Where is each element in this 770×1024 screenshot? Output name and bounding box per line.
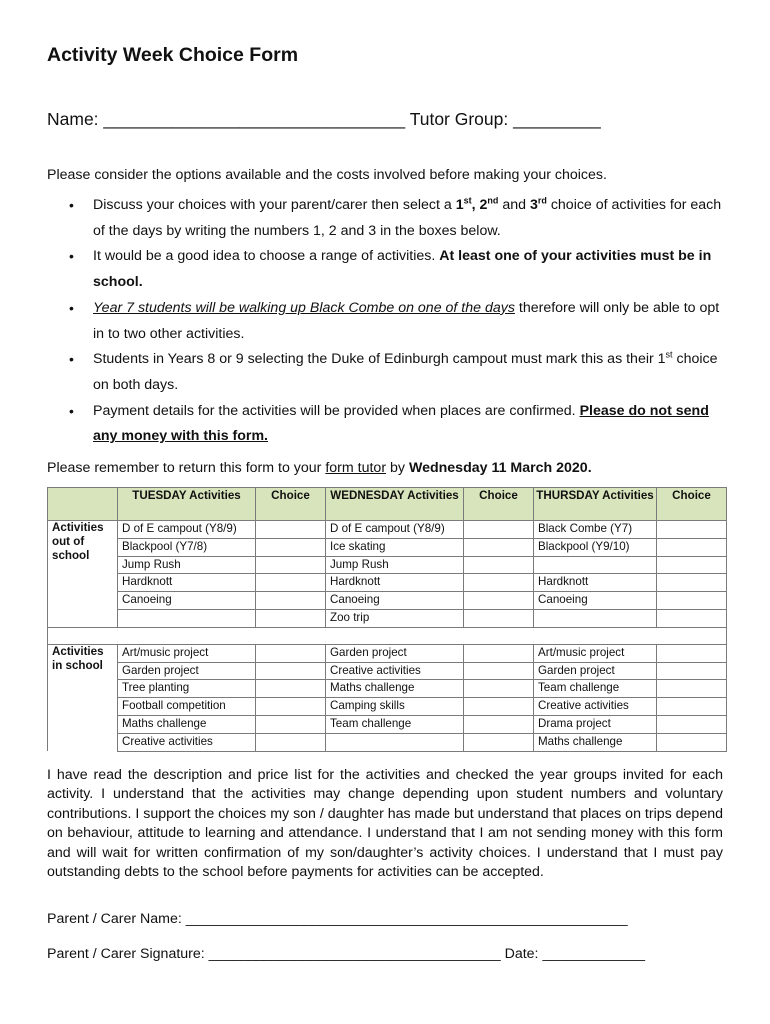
activity-cell: Canoeing <box>534 592 657 610</box>
activity-cell: Team challenge <box>326 715 464 733</box>
bullet-bold <box>456 197 499 213</box>
thursday-header: THURSDAY Activities <box>534 488 657 521</box>
choice-input-cell[interactable] <box>464 609 534 627</box>
corner-cell <box>48 488 118 521</box>
activity-cell: Hardknott <box>118 574 256 592</box>
activity-cell: D of E campout (Y8/9) <box>118 521 256 539</box>
activity-cell: Art/music project <box>118 644 256 662</box>
activity-cell: Canoeing <box>326 592 464 610</box>
choice-input-cell[interactable] <box>256 698 326 716</box>
ordinal-suffix: st <box>665 349 673 360</box>
choice-input-cell[interactable] <box>464 556 534 574</box>
bullet-text: Discuss your choices with your parent/carer then select a <box>93 197 456 213</box>
ordinal-suffix: nd <box>487 195 499 206</box>
choice-header: Choice <box>657 488 727 521</box>
table-row <box>48 733 727 751</box>
name-label: Name: <box>47 109 99 129</box>
section-label-cell <box>48 715 118 733</box>
activity-cell: D of E campout (Y8/9) <box>326 521 464 539</box>
choice-input-cell[interactable] <box>464 680 534 698</box>
choice-input-cell[interactable] <box>256 644 326 662</box>
activity-table <box>47 487 727 752</box>
section-label-cell <box>48 574 118 592</box>
list-item <box>93 399 733 450</box>
choice-input-cell <box>464 733 534 751</box>
activity-cell: Ice skating <box>326 538 464 556</box>
section-label-cell <box>48 733 118 751</box>
bullet-text: choice of activities for each of the days by writing the numbers 1, 2 and 3 in the boxes below. <box>93 197 722 239</box>
activity-cell: Maths challenge <box>534 733 657 751</box>
page-title: Activity Week Choice Form <box>47 44 299 66</box>
table-row <box>48 698 727 716</box>
choice-input-cell[interactable] <box>657 521 727 539</box>
choice-input-cell[interactable] <box>657 574 727 592</box>
date-label: Date: <box>504 946 539 962</box>
activity-cell: Football competition <box>118 698 256 716</box>
bullet-bold <box>530 197 547 213</box>
choice-input-cell[interactable] <box>256 521 326 539</box>
choice-input-cell <box>657 556 727 574</box>
ordinal-suffix: st <box>463 195 472 206</box>
choice-input-cell <box>657 609 727 627</box>
out-of-school-section <box>48 521 727 628</box>
intro-text: Please consider the options available and the costs involved before making your choices. <box>47 167 607 183</box>
activity-cell: Camping skills <box>326 698 464 716</box>
bullet-text: Students in Years 8 or 9 selecting the Duke of Edinburgh campout must mark this as their 1 <box>93 351 666 368</box>
separator-cell <box>48 627 727 644</box>
parent-name-label: Parent / Carer Name: <box>47 911 182 927</box>
activity-cell: Creative activities <box>534 698 657 716</box>
reminder-text: Please remember to return this form to your <box>47 460 326 476</box>
activity-cell: Tree planting <box>118 680 256 698</box>
activity-cell: Hardknott <box>326 574 464 592</box>
activity-cell: Garden project <box>534 662 657 680</box>
parent-signature-label: Parent / Carer Signature: <box>47 946 205 962</box>
activity-cell: Blackpool (Y9/10) <box>534 538 657 556</box>
choice-input-cell[interactable] <box>256 733 326 751</box>
choice-input-cell[interactable] <box>657 698 727 716</box>
choice-input-cell[interactable] <box>657 538 727 556</box>
choice-input-cell[interactable] <box>657 592 727 610</box>
parent-signature-field[interactable]: _____________________________________ <box>208 946 501 962</box>
choice-header: Choice <box>256 488 326 521</box>
choice-input-cell[interactable] <box>657 715 727 733</box>
choice-input-cell[interactable] <box>256 592 326 610</box>
tutor-group-label: Tutor Group: <box>409 109 509 129</box>
table-row <box>48 680 727 698</box>
activity-cell: Team challenge <box>534 680 657 698</box>
activity-cell: Blackpool (Y7/8) <box>118 538 256 556</box>
choice-input-cell[interactable] <box>464 715 534 733</box>
separator: and <box>498 197 530 213</box>
declaration-text: I have read the description and price list for the activities and checked the year groups invited for each activity. I understand that the activities may change depending upon student numbers and voluntary contributions. I support the choices my son / daughter has made but understand that places on trips depend on behaviour, attitude to learning and attendance. I understand that I am not sending money with this form and will wait for written confirmation of my son/daughter’s activity choices. I understand that I must pay outstanding debts to the school before payments for activities can be accepted. <box>47 767 723 881</box>
list-item <box>93 244 733 295</box>
deadline-date: Wednesday 11 March 2020. <box>408 460 592 476</box>
section-separator <box>48 627 727 644</box>
activity-cell: Drama project <box>534 715 657 733</box>
bullet-text: It would be a good idea to choose a range of activities. <box>93 248 440 265</box>
activity-cell: Creative activities <box>326 662 464 680</box>
bullet-text: therefore will only be able to opt in to two other activities. <box>93 299 720 342</box>
choice-input-cell[interactable] <box>464 698 534 716</box>
choice-input-cell[interactable] <box>464 662 534 680</box>
choice-input-cell[interactable] <box>256 538 326 556</box>
activity-cell: Maths challenge <box>118 715 256 733</box>
choice-number-3: 3 <box>529 197 538 213</box>
bullet-bold: At least one of your activities must be in school. <box>93 248 712 291</box>
choice-number-2: 2 <box>479 197 488 213</box>
tutor-group-field[interactable]: _________ <box>513 109 601 129</box>
bullet-text: Payment details for the activities will be provided when places are confirmed. <box>93 402 580 419</box>
activity-cell <box>118 609 256 627</box>
activity-cell: Maths challenge <box>326 680 464 698</box>
list-item <box>93 296 733 347</box>
wednesday-header: WEDNESDAY Activities <box>326 488 464 521</box>
choice-input-cell[interactable] <box>256 556 326 574</box>
choice-input-cell[interactable] <box>464 644 534 662</box>
parent-signature-line <box>47 946 645 962</box>
section-label-cell <box>48 609 118 627</box>
activity-cell: Hardknott <box>534 574 657 592</box>
choice-input-cell[interactable] <box>464 538 534 556</box>
table-header-row <box>48 488 727 521</box>
reminder-text: by <box>386 460 409 476</box>
instruction-list <box>93 193 733 450</box>
date-field[interactable]: _____________ <box>542 946 646 962</box>
choice-input-cell[interactable] <box>657 680 727 698</box>
bullet-emphasis: Year 7 students will be walking up Black Combe on one of the days <box>93 299 515 316</box>
ordinal-suffix: rd <box>537 195 547 206</box>
bullet-text: choice on both days. <box>93 351 718 393</box>
section-label-cell: Activities out of school <box>48 521 118 574</box>
table-row <box>48 715 727 733</box>
form-tutor-text: form tutor <box>325 460 387 476</box>
choice-input-cell[interactable] <box>256 662 326 680</box>
activity-cell: Garden project <box>118 662 256 680</box>
activity-cell: Black Combe (Y7) <box>534 521 657 539</box>
activity-cell: Creative activities <box>118 733 256 751</box>
parent-name-line <box>47 911 628 927</box>
choice-input-cell[interactable] <box>256 574 326 592</box>
list-item <box>93 347 733 398</box>
activity-cell <box>534 556 657 574</box>
table-row <box>48 556 727 574</box>
separator: , <box>471 197 480 213</box>
table-row <box>48 538 727 556</box>
tuesday-header: TUESDAY Activities <box>118 488 256 521</box>
choice-header: Choice <box>464 488 534 521</box>
return-reminder <box>47 460 592 476</box>
choice-input-cell[interactable] <box>464 592 534 610</box>
choice-input-cell <box>256 609 326 627</box>
parent-name-field[interactable]: ________________________________________________________ <box>185 911 628 927</box>
activity-cell <box>326 733 464 751</box>
section-label-cell <box>48 592 118 610</box>
choice-input-cell[interactable] <box>657 662 727 680</box>
section-label-cell <box>48 698 118 716</box>
table-row <box>48 574 727 592</box>
list-item <box>93 193 733 244</box>
name-tutor-line <box>47 109 601 130</box>
table-row <box>48 644 727 662</box>
choice-input-cell[interactable] <box>657 733 727 751</box>
activity-cell: Zoo trip <box>326 609 464 627</box>
activity-cell: Canoeing <box>118 592 256 610</box>
table-row <box>48 521 727 539</box>
activity-cell: Garden project <box>326 644 464 662</box>
table-row <box>48 662 727 680</box>
in-school-section <box>48 644 727 751</box>
table-row <box>48 609 727 627</box>
activity-cell <box>534 609 657 627</box>
choice-number-1: 1 <box>455 197 464 213</box>
bullet-bold: Please do not send any money with this form. <box>93 402 709 445</box>
name-field[interactable]: _______________________________ <box>103 109 406 129</box>
activity-cell: Jump Rush <box>118 556 256 574</box>
choice-input-cell[interactable] <box>464 521 534 539</box>
activity-cell: Art/music project <box>534 644 657 662</box>
choice-input-cell[interactable] <box>657 644 727 662</box>
choice-input-cell[interactable] <box>256 715 326 733</box>
section-label-cell: Activities in school <box>48 644 118 697</box>
separator-row <box>48 627 727 644</box>
table-row <box>48 592 727 610</box>
activity-cell: Jump Rush <box>326 556 464 574</box>
choice-input-cell[interactable] <box>464 574 534 592</box>
choice-input-cell[interactable] <box>256 680 326 698</box>
